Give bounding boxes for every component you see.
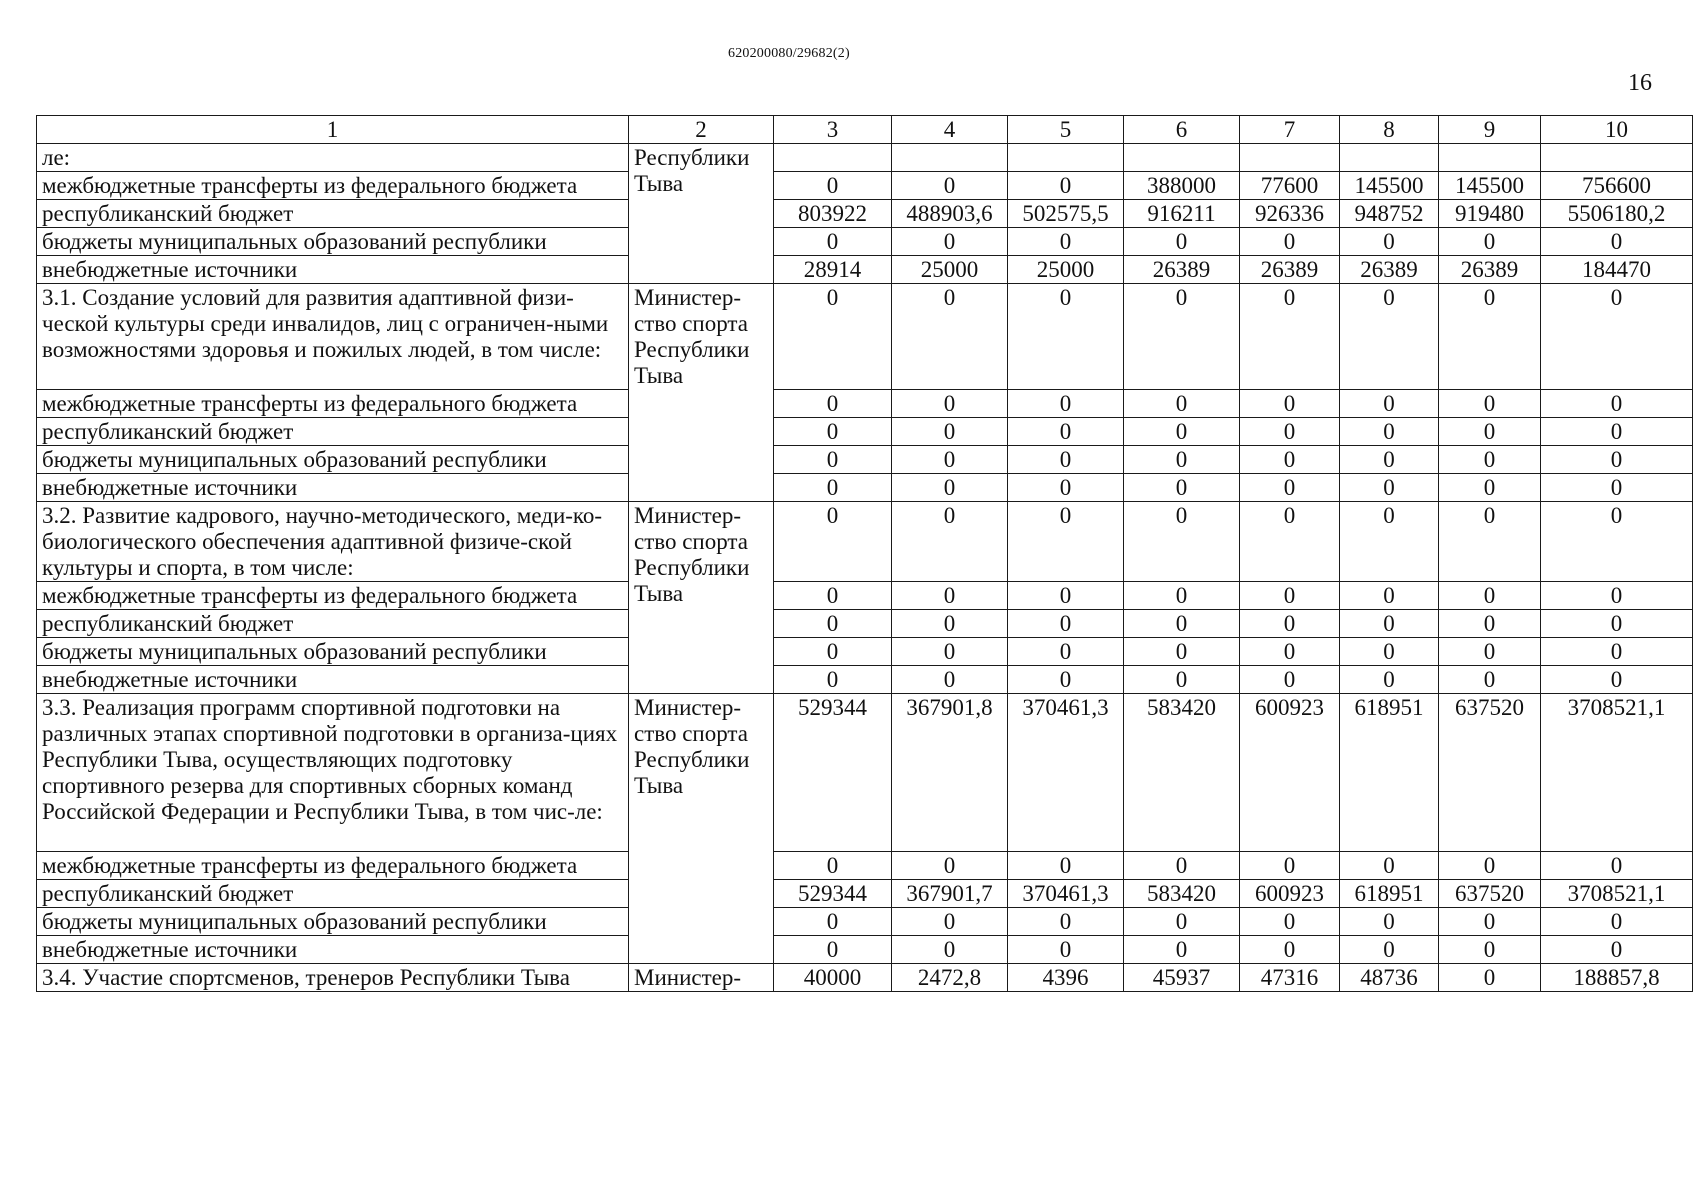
header-cell: 2	[629, 116, 774, 144]
value-cell: 0	[1340, 390, 1439, 418]
value-cell: 0	[1240, 908, 1340, 936]
value-cell: 0	[1541, 390, 1693, 418]
value-cell: 0	[1240, 936, 1340, 964]
table-row	[37, 256, 1693, 284]
value-cell: 0	[892, 502, 1008, 582]
table-row	[37, 502, 1693, 582]
value-cell: 0	[1439, 228, 1541, 256]
value-cell	[1008, 144, 1124, 172]
table-body	[37, 144, 1693, 992]
measure-title: ле:	[37, 144, 629, 172]
value-cell: 40000	[774, 964, 892, 992]
value-cell: 0	[774, 284, 892, 390]
value-cell: 0	[1008, 446, 1124, 474]
value-cell	[892, 144, 1008, 172]
value-cell: 0	[1240, 418, 1340, 446]
value-cell: 0	[1439, 418, 1541, 446]
value-cell: 0	[892, 936, 1008, 964]
value-cell: 0	[1240, 610, 1340, 638]
value-cell: 47316	[1240, 964, 1340, 992]
value-cell: 0	[1439, 582, 1541, 610]
value-cell: 600923	[1240, 694, 1340, 852]
value-cell: 0	[1008, 390, 1124, 418]
header-cell: 6	[1124, 116, 1240, 144]
value-cell: 0	[1240, 502, 1340, 582]
value-cell: 0	[1008, 908, 1124, 936]
value-cell: 529344	[774, 880, 892, 908]
header-row	[37, 116, 1693, 144]
value-cell: 0	[1008, 284, 1124, 390]
value-cell: 0	[1240, 284, 1340, 390]
funding-source-label: бюджеты муниципальных образований республики	[37, 638, 629, 666]
value-cell: 0	[892, 852, 1008, 880]
value-cell: 0	[1124, 446, 1240, 474]
value-cell: 0	[774, 390, 892, 418]
executor-cell: Министер-ство спорта Республики Тыва	[629, 502, 774, 694]
value-cell: 0	[1124, 610, 1240, 638]
value-cell: 0	[1541, 852, 1693, 880]
value-cell: 45937	[1124, 964, 1240, 992]
measure-title: 3.3. Реализация программ спортивной подготовки на различных этапах спортивной подготовки в организа-циях Республики Тыва, осуществляющих подготовку спортивного резерва для спортивных сборных команд Российской Федерации и Республики Тыва, в том чис-ле:	[37, 694, 629, 852]
value-cell: 916211	[1124, 200, 1240, 228]
value-cell: 919480	[1439, 200, 1541, 228]
value-cell: 0	[1340, 936, 1439, 964]
value-cell: 0	[1439, 446, 1541, 474]
table-row	[37, 446, 1693, 474]
value-cell: 0	[1541, 474, 1693, 502]
table-row	[37, 418, 1693, 446]
value-cell: 0	[774, 446, 892, 474]
value-cell: 0	[892, 418, 1008, 446]
executor-cell: Министер-ство спорта Республики Тыва	[629, 694, 774, 964]
value-cell: 0	[1240, 474, 1340, 502]
value-cell: 0	[1124, 936, 1240, 964]
value-cell: 0	[892, 172, 1008, 200]
value-cell: 0	[1439, 390, 1541, 418]
executor-cell: Министер-	[629, 964, 774, 992]
value-cell: 0	[1439, 638, 1541, 666]
value-cell: 583420	[1124, 880, 1240, 908]
value-cell: 637520	[1439, 694, 1541, 852]
value-cell: 0	[774, 936, 892, 964]
funding-source-label: межбюджетные трансферты из федерального бюджета	[37, 172, 629, 200]
value-cell: 0	[1439, 936, 1541, 964]
value-cell: 0	[774, 502, 892, 582]
value-cell: 0	[774, 610, 892, 638]
funding-source-label: республиканский бюджет	[37, 418, 629, 446]
table-header	[37, 116, 1693, 144]
value-cell: 0	[1439, 666, 1541, 694]
header-cell: 9	[1439, 116, 1541, 144]
header-cell: 4	[892, 116, 1008, 144]
table-row	[37, 638, 1693, 666]
table-row	[37, 284, 1693, 390]
value-cell: 0	[892, 582, 1008, 610]
header-cell: 5	[1008, 116, 1124, 144]
funding-source-label: внебюджетные источники	[37, 936, 629, 964]
value-cell: 0	[1008, 172, 1124, 200]
table-row	[37, 390, 1693, 418]
value-cell: 0	[1340, 474, 1439, 502]
value-cell	[1340, 144, 1439, 172]
value-cell: 600923	[1240, 880, 1340, 908]
value-cell: 0	[892, 474, 1008, 502]
funding-source-label: бюджеты муниципальных образований республики	[37, 228, 629, 256]
value-cell: 803922	[774, 200, 892, 228]
header-cell: 1	[37, 116, 629, 144]
value-cell: 0	[774, 474, 892, 502]
value-cell: 0	[892, 284, 1008, 390]
value-cell: 0	[1439, 908, 1541, 936]
value-cell: 77600	[1240, 172, 1340, 200]
value-cell: 388000	[1124, 172, 1240, 200]
value-cell: 637520	[1439, 880, 1541, 908]
executor-cell: Республики Тыва	[629, 144, 774, 284]
budget-table	[36, 115, 1693, 992]
value-cell: 0	[1008, 936, 1124, 964]
value-cell: 0	[1340, 852, 1439, 880]
value-cell: 0	[892, 638, 1008, 666]
measure-title: 3.4. Участие спортсменов, тренеров Республики Тыва	[37, 964, 629, 992]
value-cell: 0	[1008, 228, 1124, 256]
value-cell	[1439, 144, 1541, 172]
value-cell: 0	[1124, 418, 1240, 446]
value-cell: 0	[1240, 390, 1340, 418]
table-row	[37, 666, 1693, 694]
table-row	[37, 200, 1693, 228]
funding-source-label: межбюджетные трансферты из федерального бюджета	[37, 390, 629, 418]
value-cell: 0	[1541, 638, 1693, 666]
value-cell: 0	[1541, 418, 1693, 446]
value-cell: 618951	[1340, 880, 1439, 908]
value-cell: 0	[1124, 474, 1240, 502]
funding-source-label: республиканский бюджет	[37, 880, 629, 908]
value-cell: 0	[892, 666, 1008, 694]
value-cell: 0	[774, 582, 892, 610]
value-cell: 370461,3	[1008, 880, 1124, 908]
value-cell: 0	[1340, 908, 1439, 936]
table-row	[37, 936, 1693, 964]
value-cell: 0	[1541, 666, 1693, 694]
value-cell: 0	[1340, 418, 1439, 446]
value-cell: 948752	[1340, 200, 1439, 228]
value-cell	[1240, 144, 1340, 172]
funding-source-label: межбюджетные трансферты из федерального бюджета	[37, 582, 629, 610]
value-cell: 188857,8	[1541, 964, 1693, 992]
value-cell: 0	[1541, 908, 1693, 936]
table-row	[37, 852, 1693, 880]
value-cell: 0	[774, 638, 892, 666]
value-cell: 502575,5	[1008, 200, 1124, 228]
measure-title: 3.1. Создание условий для развития адаптивной физи-ческой культуры среди инвалидов, лиц с ограничен-ными возможностями здоровья и пожилых людей, в том числе:	[37, 284, 629, 390]
value-cell: 0	[1124, 638, 1240, 666]
funding-source-label: бюджеты муниципальных образований республики	[37, 446, 629, 474]
funding-source-label: республиканский бюджет	[37, 610, 629, 638]
value-cell: 488903,6	[892, 200, 1008, 228]
header-cell: 7	[1240, 116, 1340, 144]
value-cell: 3708521,1	[1541, 694, 1693, 852]
value-cell: 0	[892, 610, 1008, 638]
value-cell: 0	[1240, 638, 1340, 666]
value-cell: 3708521,1	[1541, 880, 1693, 908]
value-cell: 0	[1541, 502, 1693, 582]
value-cell: 0	[1541, 582, 1693, 610]
header-cell: 3	[774, 116, 892, 144]
value-cell: 0	[1124, 390, 1240, 418]
value-cell: 0	[1340, 228, 1439, 256]
value-cell: 583420	[1124, 694, 1240, 852]
value-cell: 0	[892, 908, 1008, 936]
value-cell: 0	[1008, 852, 1124, 880]
value-cell: 0	[1008, 474, 1124, 502]
value-cell: 0	[1008, 610, 1124, 638]
value-cell: 0	[774, 666, 892, 694]
value-cell: 0	[1340, 638, 1439, 666]
value-cell: 0	[1541, 446, 1693, 474]
value-cell: 48736	[1340, 964, 1439, 992]
value-cell: 145500	[1439, 172, 1541, 200]
table-row	[37, 144, 1693, 172]
value-cell: 0	[1541, 610, 1693, 638]
table-row	[37, 610, 1693, 638]
value-cell: 0	[1124, 502, 1240, 582]
value-cell: 0	[1340, 610, 1439, 638]
value-cell: 0	[1439, 284, 1541, 390]
header-cell: 10	[1541, 116, 1693, 144]
value-cell: 0	[1240, 446, 1340, 474]
executor-cell: Министер-ство спорта Республики Тыва	[629, 284, 774, 502]
funding-source-label: бюджеты муниципальных образований республики	[37, 908, 629, 936]
value-cell: 0	[1124, 666, 1240, 694]
value-cell: 0	[1439, 610, 1541, 638]
funding-source-label: внебюджетные источники	[37, 256, 629, 284]
value-cell: 0	[1439, 502, 1541, 582]
value-cell: 0	[1124, 228, 1240, 256]
value-cell: 756600	[1541, 172, 1693, 200]
value-cell: 25000	[892, 256, 1008, 284]
table-row	[37, 172, 1693, 200]
value-cell: 926336	[1240, 200, 1340, 228]
value-cell: 0	[1008, 418, 1124, 446]
value-cell: 0	[1124, 582, 1240, 610]
value-cell: 4396	[1008, 964, 1124, 992]
value-cell: 0	[774, 228, 892, 256]
value-cell: 0	[1240, 852, 1340, 880]
table-row	[37, 582, 1693, 610]
value-cell	[1124, 144, 1240, 172]
value-cell: 0	[1240, 228, 1340, 256]
value-cell: 370461,3	[1008, 694, 1124, 852]
page-number: 16	[1628, 70, 1652, 96]
value-cell: 0	[1541, 284, 1693, 390]
table-row	[37, 694, 1693, 852]
value-cell: 529344	[774, 694, 892, 852]
value-cell: 0	[1340, 502, 1439, 582]
table-row	[37, 880, 1693, 908]
measure-title: 3.2. Развитие кадрового, научно-методического, меди-ко-биологического обеспечения адаптивной физиче-ской культуры и спорта, в том числе:	[37, 502, 629, 582]
value-cell: 5506180,2	[1541, 200, 1693, 228]
value-cell: 0	[1439, 964, 1541, 992]
value-cell: 0	[774, 418, 892, 446]
funding-source-label: республиканский бюджет	[37, 200, 629, 228]
value-cell: 0	[1008, 582, 1124, 610]
table-row	[37, 964, 1693, 992]
value-cell: 0	[1340, 284, 1439, 390]
header-cell: 8	[1340, 116, 1439, 144]
value-cell: 0	[1008, 638, 1124, 666]
document-code: 620200080/29682(2)	[728, 46, 850, 61]
value-cell: 0	[1541, 936, 1693, 964]
value-cell: 0	[1124, 284, 1240, 390]
value-cell: 0	[892, 446, 1008, 474]
value-cell	[774, 144, 892, 172]
value-cell: 0	[1008, 666, 1124, 694]
funding-source-label: внебюджетные источники	[37, 666, 629, 694]
funding-source-label: внебюджетные источники	[37, 474, 629, 502]
value-cell: 0	[1008, 502, 1124, 582]
value-cell: 26389	[1240, 256, 1340, 284]
value-cell: 0	[774, 852, 892, 880]
value-cell: 0	[1439, 474, 1541, 502]
table-row	[37, 908, 1693, 936]
value-cell: 26389	[1124, 256, 1240, 284]
value-cell: 2472,8	[892, 964, 1008, 992]
value-cell: 0	[1240, 582, 1340, 610]
value-cell: 0	[1340, 582, 1439, 610]
value-cell: 0	[1124, 852, 1240, 880]
value-cell: 367901,7	[892, 880, 1008, 908]
value-cell: 0	[892, 390, 1008, 418]
value-cell: 0	[1240, 666, 1340, 694]
value-cell: 28914	[774, 256, 892, 284]
value-cell: 26389	[1439, 256, 1541, 284]
value-cell: 0	[1541, 228, 1693, 256]
value-cell: 618951	[1340, 694, 1439, 852]
value-cell: 145500	[1340, 172, 1439, 200]
table-row	[37, 474, 1693, 502]
table-row	[37, 228, 1693, 256]
value-cell: 0	[1124, 908, 1240, 936]
value-cell: 0	[774, 908, 892, 936]
value-cell: 0	[1340, 666, 1439, 694]
value-cell	[1541, 144, 1693, 172]
value-cell: 0	[1439, 852, 1541, 880]
funding-source-label: межбюджетные трансферты из федерального бюджета	[37, 852, 629, 880]
value-cell: 184470	[1541, 256, 1693, 284]
value-cell: 0	[774, 172, 892, 200]
value-cell: 25000	[1008, 256, 1124, 284]
value-cell: 26389	[1340, 256, 1439, 284]
value-cell: 0	[1340, 446, 1439, 474]
value-cell: 0	[892, 228, 1008, 256]
value-cell: 367901,8	[892, 694, 1008, 852]
